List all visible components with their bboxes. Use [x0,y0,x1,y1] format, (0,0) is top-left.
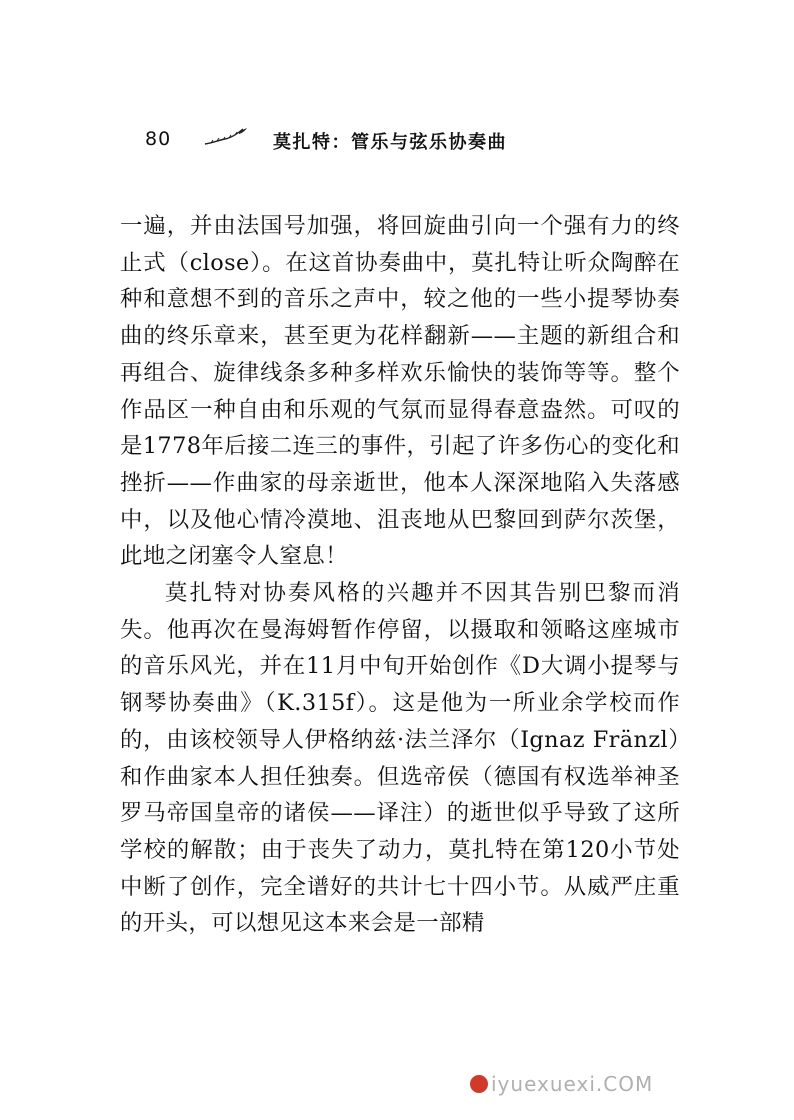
paragraph-1: 一遍，并由法国号加强，将回旋曲引向一个强有力的终止式（close）。在这首协奏曲中，莫扎特让听众陶醉在种和意想不到的音乐之声中，较之他的一些小提琴协奏曲的终乐章来，甚至更为花样翻新——主题的新组合和再组合、旋律线条多种多样欢乐愉快的装饰等等。整个作品区一种自由和乐观的气氛而显得春意盎然。可叹的是1778年后接二连三的事件，引起了许多伤心的变化和挫折——作曲家的母亲逝世，他本人深深地陷入失落感中，以及他心情冷漠地、沮丧地从巴黎回到萨尔茨堡，此地之闭塞令人窒息！ [120,213,680,570]
site-watermark [470,1069,653,1099]
page-header [145,124,705,158]
running-title: 莫扎特：管乐与弦乐协奏曲 [273,132,507,153]
qiyuexuexi-logo-icon [470,1075,488,1093]
page-number: 80 [145,128,172,150]
watermark-text: iyuexuexi.COM [491,1072,654,1096]
paragraph-2: 莫扎特对协奏风格的兴趣并不因其告别巴黎而消失。他再次在曼海姆暂作停留，以摄取和领略这座城市的音乐风光，并在11月中旬开始创作《D大调小提琴与钢琴协奏曲》（K.315f）。这是他为一所业余学校而作的，由该校领导人伊格纳兹·法兰泽尔（Ignaz Fränzl）和作曲家本人担任独奏。但选帝侯（德国有权选举神圣罗马帝国皇帝的诸侯——译注）的逝世似乎导致了这所学校的解散；由于丧失了动力，莫扎特在第120小节处中断了创作，完全谱好的共计七十四小节。从威严庄重的开头，可以想见这本来会是一部精 [120,580,680,937]
body-text [120,208,680,942]
quill-flourish-icon [203,126,249,148]
